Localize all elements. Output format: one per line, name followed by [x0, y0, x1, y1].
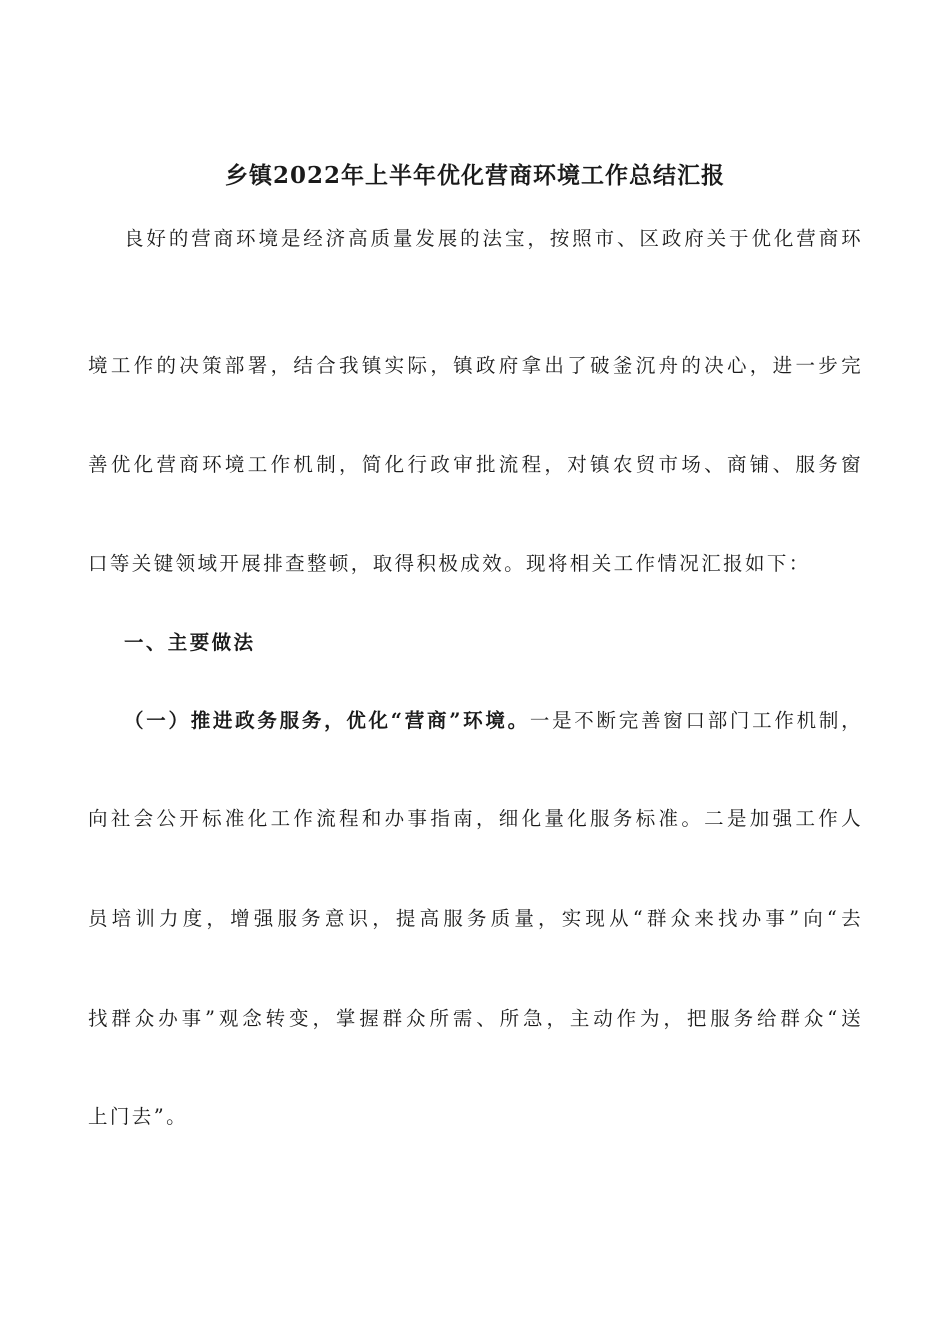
intro-line-2: 境工作的决策部署，结合我镇实际，镇政府拿出了破釜沉舟的决心，进一步完 [88, 354, 863, 377]
intro-line-3: 善优化营商环境工作机制，简化行政审批流程，对镇农贸市场、商铺、服务窗 [88, 453, 863, 476]
intro-line-4: 口等关键领域开展排查整顿，取得积极成效。现将相关工作情况汇报如下： [88, 552, 811, 575]
document-title: 乡镇2022年上半年优化营商环境工作总结汇报 [224, 162, 725, 189]
subsection-first-line [124, 705, 863, 737]
subsection-line-5: 上门去”。 [88, 1105, 188, 1128]
intro-line-1: 良好的营商环境是经济高质量发展的法宝，按照市、区政府关于优化营商环 [124, 227, 863, 250]
section-heading: 一、主要做法 [124, 631, 256, 654]
subsection-first-line-text: 一是不断完善窗口部门工作机制， [529, 709, 863, 732]
subsection-line-2: 向社会公开标准化工作流程和办事指南，细化量化服务标准。二是加强工作人 [88, 807, 863, 830]
subsection-line-4: 找群众办事”观念转变，掌握群众所需、所急，主动作为，把服务给群众“送 [88, 1007, 863, 1030]
subsection-heading: （一）推进政务服务，优化“营商”环境。 [124, 709, 530, 732]
subsection-line-3: 员培训力度，增强服务意识，提高服务质量，实现从“群众来找办事”向“去 [88, 907, 863, 930]
